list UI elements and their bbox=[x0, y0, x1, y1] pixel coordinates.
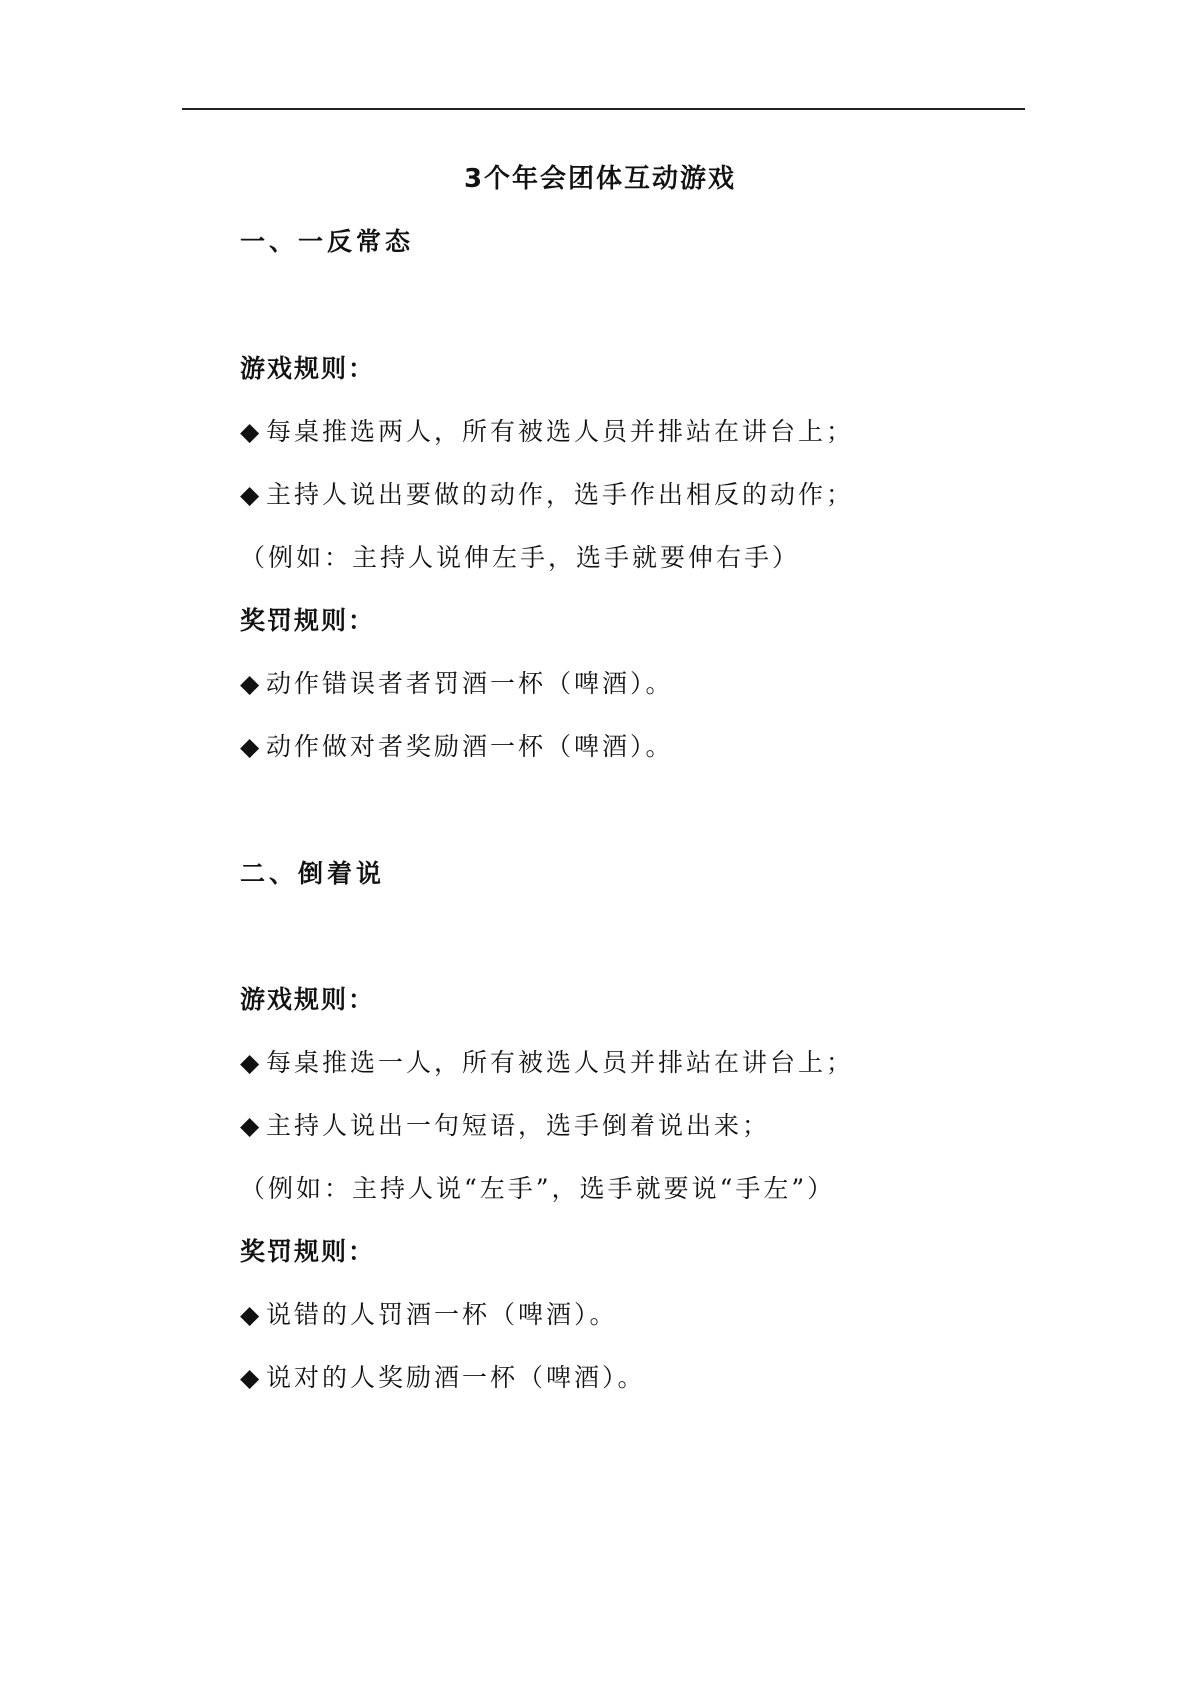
reward-text: 说对的人奖励酒一杯（啤酒）。 bbox=[266, 1363, 646, 1392]
example-text: （例如：主持人说伸左手，选手就要伸右手） bbox=[240, 543, 801, 572]
diamond-bullet-icon: ◆ bbox=[240, 417, 260, 446]
diamond-bullet-icon: ◆ bbox=[240, 1300, 260, 1329]
rule-text: 每桌推选两人，所有被选人员并排站在讲台上； bbox=[266, 417, 855, 446]
rule-item bbox=[240, 416, 854, 448]
section-heading: 二、倒着说 bbox=[240, 859, 386, 888]
diamond-bullet-icon: ◆ bbox=[240, 732, 260, 761]
reward-text: 说错的人罚酒一杯（啤酒）。 bbox=[266, 1300, 618, 1329]
reward-label: 奖罚规则： bbox=[240, 1237, 376, 1266]
reward-item bbox=[240, 1299, 618, 1331]
reward-item bbox=[240, 1362, 646, 1394]
reward-label: 奖罚规则： bbox=[240, 606, 376, 635]
reward-item bbox=[240, 668, 674, 700]
rules-label: 游戏规则： bbox=[240, 985, 376, 1014]
header-rule bbox=[182, 108, 1025, 110]
rule-text: 每桌推选一人，所有被选人员并排站在讲台上； bbox=[266, 1048, 855, 1077]
diamond-bullet-icon: ◆ bbox=[240, 1048, 260, 1077]
rule-text: 主持人说出要做的动作，选手作出相反的动作； bbox=[266, 480, 855, 509]
diamond-bullet-icon: ◆ bbox=[240, 1363, 260, 1392]
rule-item bbox=[240, 1110, 770, 1142]
rule-item bbox=[240, 1047, 854, 1079]
example-text: （例如：主持人说“左手”，选手就要说“手左”） bbox=[240, 1174, 836, 1203]
diamond-bullet-icon: ◆ bbox=[240, 669, 260, 698]
reward-text: 动作错误者者罚酒一杯（啤酒）。 bbox=[266, 669, 674, 698]
reward-item bbox=[240, 731, 674, 763]
section-heading: 一、一反常态 bbox=[240, 227, 415, 256]
diamond-bullet-icon: ◆ bbox=[240, 480, 260, 509]
diamond-bullet-icon: ◆ bbox=[240, 1111, 260, 1140]
rules-label: 游戏规则： bbox=[240, 354, 376, 383]
rule-item bbox=[240, 479, 854, 511]
document-title: 3个年会团体互动游戏 bbox=[463, 164, 737, 194]
reward-text: 动作做对者奖励酒一杯（啤酒）。 bbox=[266, 732, 674, 761]
rule-text: 主持人说出一句短语，选手倒着说出来； bbox=[266, 1111, 771, 1140]
